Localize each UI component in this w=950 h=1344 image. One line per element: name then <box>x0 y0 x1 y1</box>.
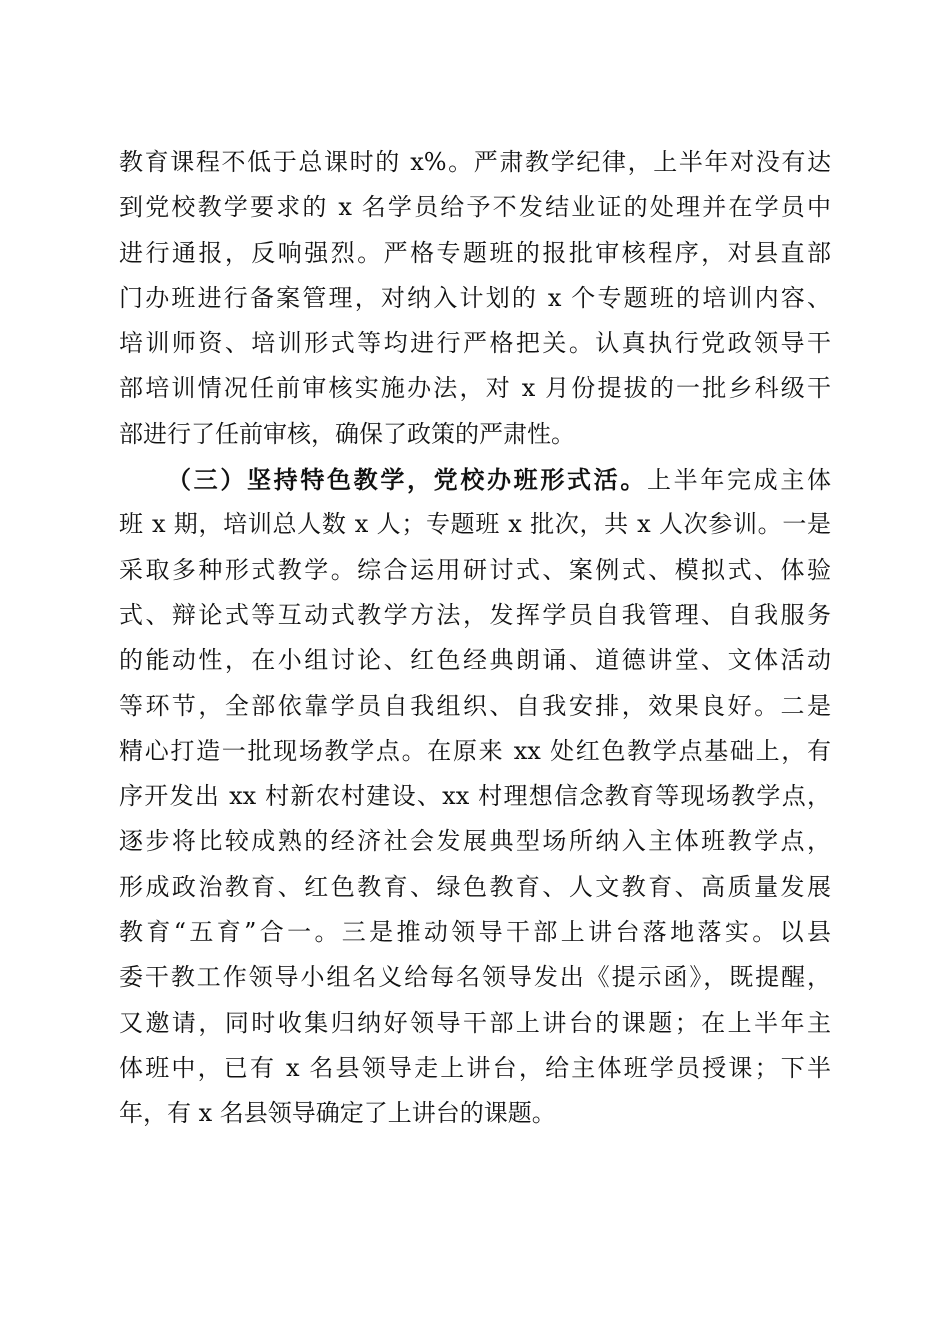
paragraph-line: 培训师资、培训形式等均进行严格把关。认真执行党政领导干 <box>119 329 831 358</box>
body-text <box>119 140 831 1137</box>
section-heading-line <box>119 457 831 502</box>
paragraph-line: 门办班进行备案管理，对纳入计划的 x 个专题班的培训内容、 <box>119 283 831 312</box>
paragraph-line: 教育课程不低于总课时的 x%。严肃教学纪律，上半年对没有达 <box>119 148 831 176</box>
paragraph-line: 部进行了任前审核，确保了政策的严肃性。 <box>119 419 575 448</box>
section-heading-continuation: 上半年完成主体 <box>647 466 831 495</box>
paragraph-line: 进行通报，反响强烈。严格专题班的报批审核程序，对县直部 <box>119 238 831 267</box>
paragraph-line: 体班中，已有 x 名县领导走上讲台，给主体班学员授课；下半 <box>119 1053 831 1082</box>
paragraph-line: 等环节，全部依靠学员自我组织、自我安排，效果良好。二是 <box>119 691 831 720</box>
paragraph-line: 班 x 期，培训总人数 x 人；专题班 x 批次，共 x 人次参训。一是 <box>119 510 831 539</box>
paragraph-line: 形成政治教育、红色教育、绿色教育、人文教育、高质量发展 <box>119 872 831 901</box>
paragraph-line: 又邀请，同时收集归纳好领导干部上讲台的课题；在上半年主 <box>119 1008 831 1037</box>
paragraph-line: 部培训情况任前审核实施办法，对 x 月份提拔的一批乡科级干 <box>119 374 831 403</box>
paragraph-line: 采取多种形式教学。综合运用研讨式、案例式、模拟式、体验 <box>119 555 831 584</box>
paragraph-line: 到党校教学要求的 x 名学员给予不发结业证的处理并在学员中 <box>119 193 831 222</box>
paragraph-line: 逐步将比较成熟的经济社会发展典型场所纳入主体班教学点， <box>119 827 831 856</box>
paragraph-line: 的能动性，在小组讨论、红色经典朗诵、道德讲堂、文体活动 <box>119 646 831 675</box>
paragraph-line: 教育“五育”合一。三是推动领导干部上讲台落地落实。以县 <box>119 918 831 947</box>
paragraph-line: 年，有 x 名县领导确定了上讲台的课题。 <box>119 1099 556 1128</box>
paragraph-line: 精心打造一批现场教学点。在原来 xx 处红色教学点基础上，有 <box>119 736 831 765</box>
paragraph-line: 委干教工作领导小组名义给每名领导发出《提示函》，既提醒， <box>119 963 831 992</box>
paragraph-line: 序开发出 xx 村新农村建设、xx 村理想信念教育等现场教学点， <box>119 782 831 811</box>
section-heading: （三）坚持特色教学，党校办班形式活。 <box>167 465 647 495</box>
paragraph-line: 式、辩论式等互动式教学方法，发挥学员自我管理、自我服务 <box>119 600 831 629</box>
